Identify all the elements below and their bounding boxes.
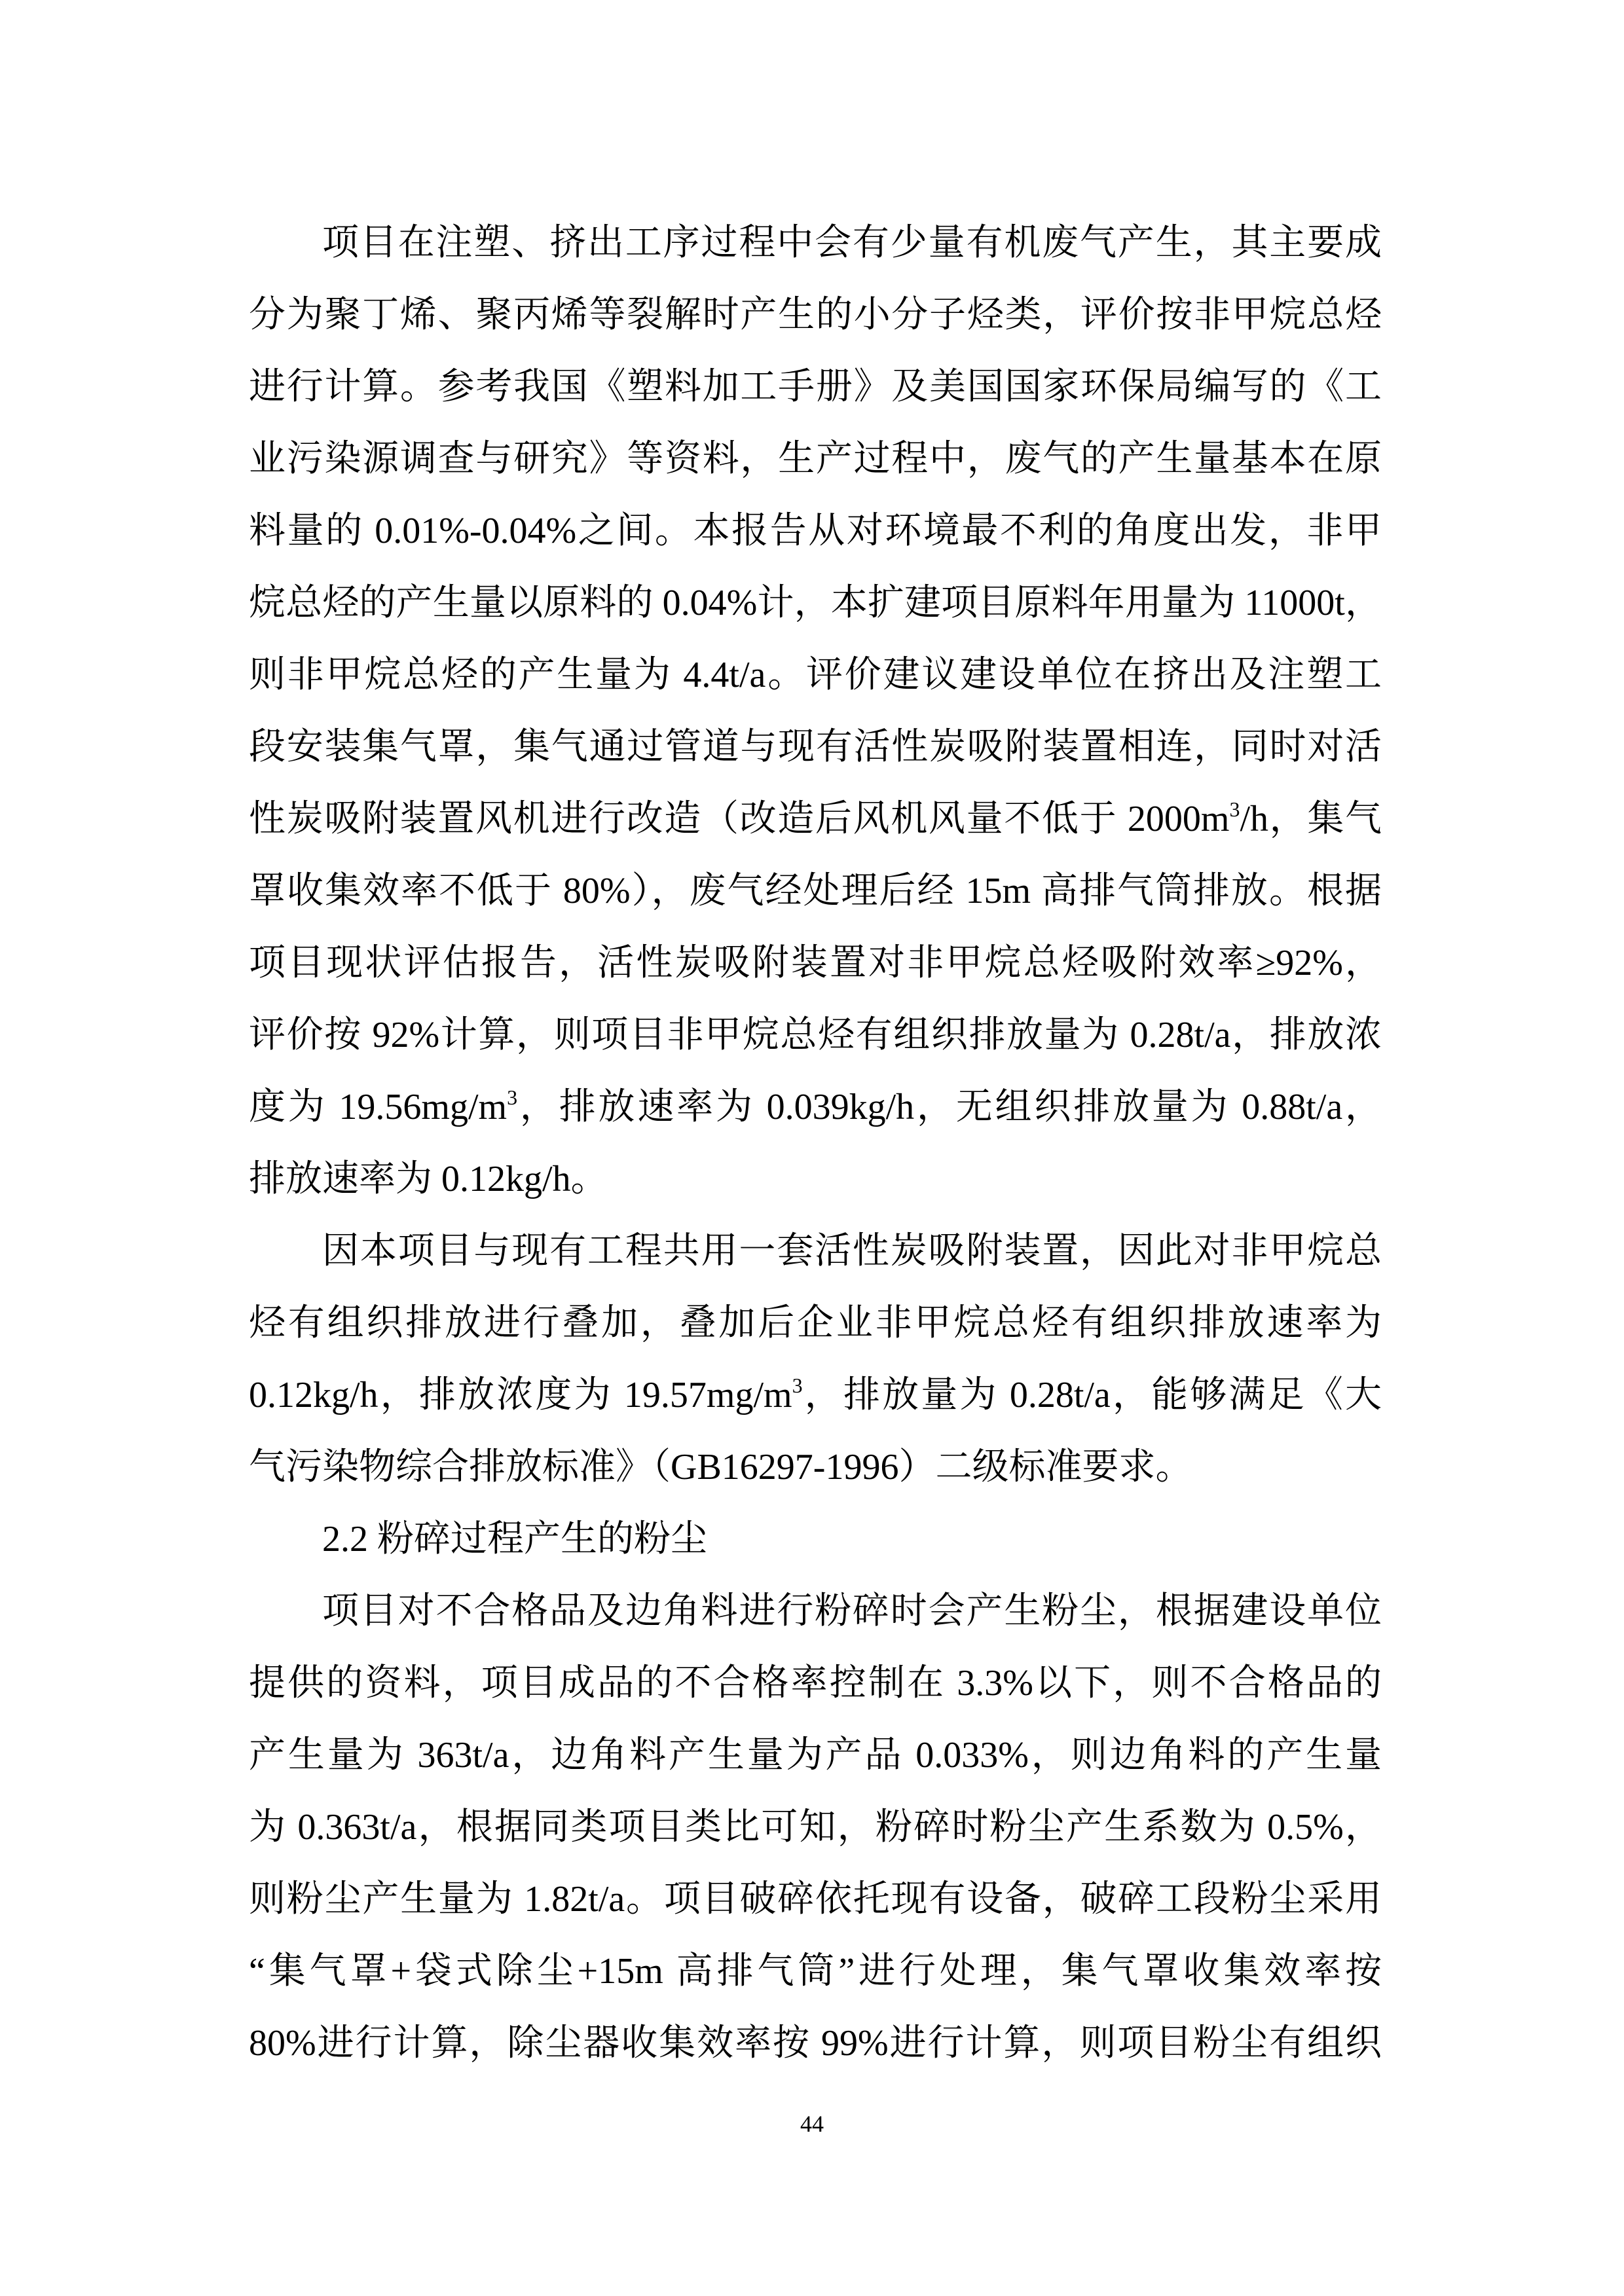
text-line: 罩收集效率不低于 80%），废气经处理后经 15m 高排气筒排放。根据: [249, 871, 1382, 911]
text-line: 项目对不合格品及边角料进行粉碎时会产生粉尘，根据建设单位: [322, 1591, 1382, 1631]
text-line: 进行计算。参考我国《塑料加工手册》及美国国家环保局编写的《工: [249, 367, 1382, 407]
text-line: 因本项目与现有工程共用一套活性炭吸附装置，因此对非甲烷总: [322, 1231, 1382, 1271]
text-line: “集气罩+袋式除尘+15m 高排气筒”进行处理，集气罩收集效率按: [249, 1951, 1382, 1992]
superscript: 3: [507, 1085, 518, 1109]
text-segment: /h，集气: [1240, 799, 1382, 839]
text-line: 为 0.363t/a，根据同类项目类比可知，粉碎时粉尘产生系数为 0.5%，: [249, 1807, 1382, 1848]
text-line: 排放速率为 0.12kg/h。: [249, 1159, 608, 1199]
text-line: 项目现状评估报告，活性炭吸附装置对非甲烷总烃吸附效率≥92%，: [249, 943, 1382, 983]
superscript: 3: [1229, 797, 1240, 821]
text-line: 产生量为 363t/a，边角料产生量为产品 0.033%，则边角料的产生量: [249, 1735, 1382, 1776]
text-line: 评价按 92%计算，则项目非甲烷总烃有组织排放量为 0.28t/a，排放浓: [249, 1015, 1382, 1055]
text-line: 段安装集气罩，集气通过管道与现有活性炭吸附装置相连，同时对活: [249, 727, 1382, 767]
text-line: [249, 796, 1382, 842]
text-line: 气污染物综合排放标准》（GB16297-1996）二级标准要求。: [249, 1447, 1192, 1487]
text-segment: ，排放速率为 0.039kg/h，无组织排放量为 0.88t/a，: [517, 1087, 1382, 1127]
superscript: 3: [792, 1374, 803, 1397]
text-line: 则非甲烷总烃的产生量为 4.4t/a。评价建议建设单位在挤出及注塑工: [249, 655, 1382, 695]
page-number: 44: [800, 2111, 824, 2137]
text-segment: ，排放量为 0.28t/a，能够满足《大: [802, 1375, 1382, 1415]
text-line: 分为聚丁烯、聚丙烯等裂解时产生的小分子烃类，评价按非甲烷总烃: [249, 295, 1382, 335]
text-segment: 0.12kg/h，排放浓度为 19.57mg/m: [249, 1375, 792, 1415]
text-line: [249, 1084, 1382, 1130]
text-segment: 性炭吸附装置风机进行改造（改造后风机风量不低于 2000m: [249, 799, 1230, 839]
text-line: 烃有组织排放进行叠加，叠加后企业非甲烷总烃有组织排放速率为: [249, 1303, 1382, 1343]
text-line: 项目在注塑、挤出工序过程中会有少量有机废气产生，其主要成: [322, 223, 1382, 263]
text-line: 则粉尘产生量为 1.82t/a。项目破碎依托现有设备，破碎工段粉尘采用: [249, 1879, 1382, 1920]
text-line: [249, 1372, 1382, 1418]
text-segment: 度为 19.56mg/m: [249, 1087, 507, 1127]
text-line: 烷总烃的产生量以原料的 0.04%计，本扩建项目原料年用量为 11000t，: [249, 583, 1382, 623]
text-line: 80%进行计算，除尘器收集效率按 99%进行计算，则项目粉尘有组织: [249, 2023, 1382, 2064]
text-line: 业污染源调查与研究》等资料，生产过程中，废气的产生量基本在原: [249, 439, 1382, 479]
text-line: 提供的资料，项目成品的不合格率控制在 3.3%以下，则不合格品的: [249, 1663, 1382, 1704]
text-line: 料量的 0.01%-0.04%之间。本报告从对环境最不利的角度出发，非甲: [249, 511, 1382, 551]
section-heading: 2.2 粉碎过程产生的粉尘: [322, 1519, 707, 1559]
